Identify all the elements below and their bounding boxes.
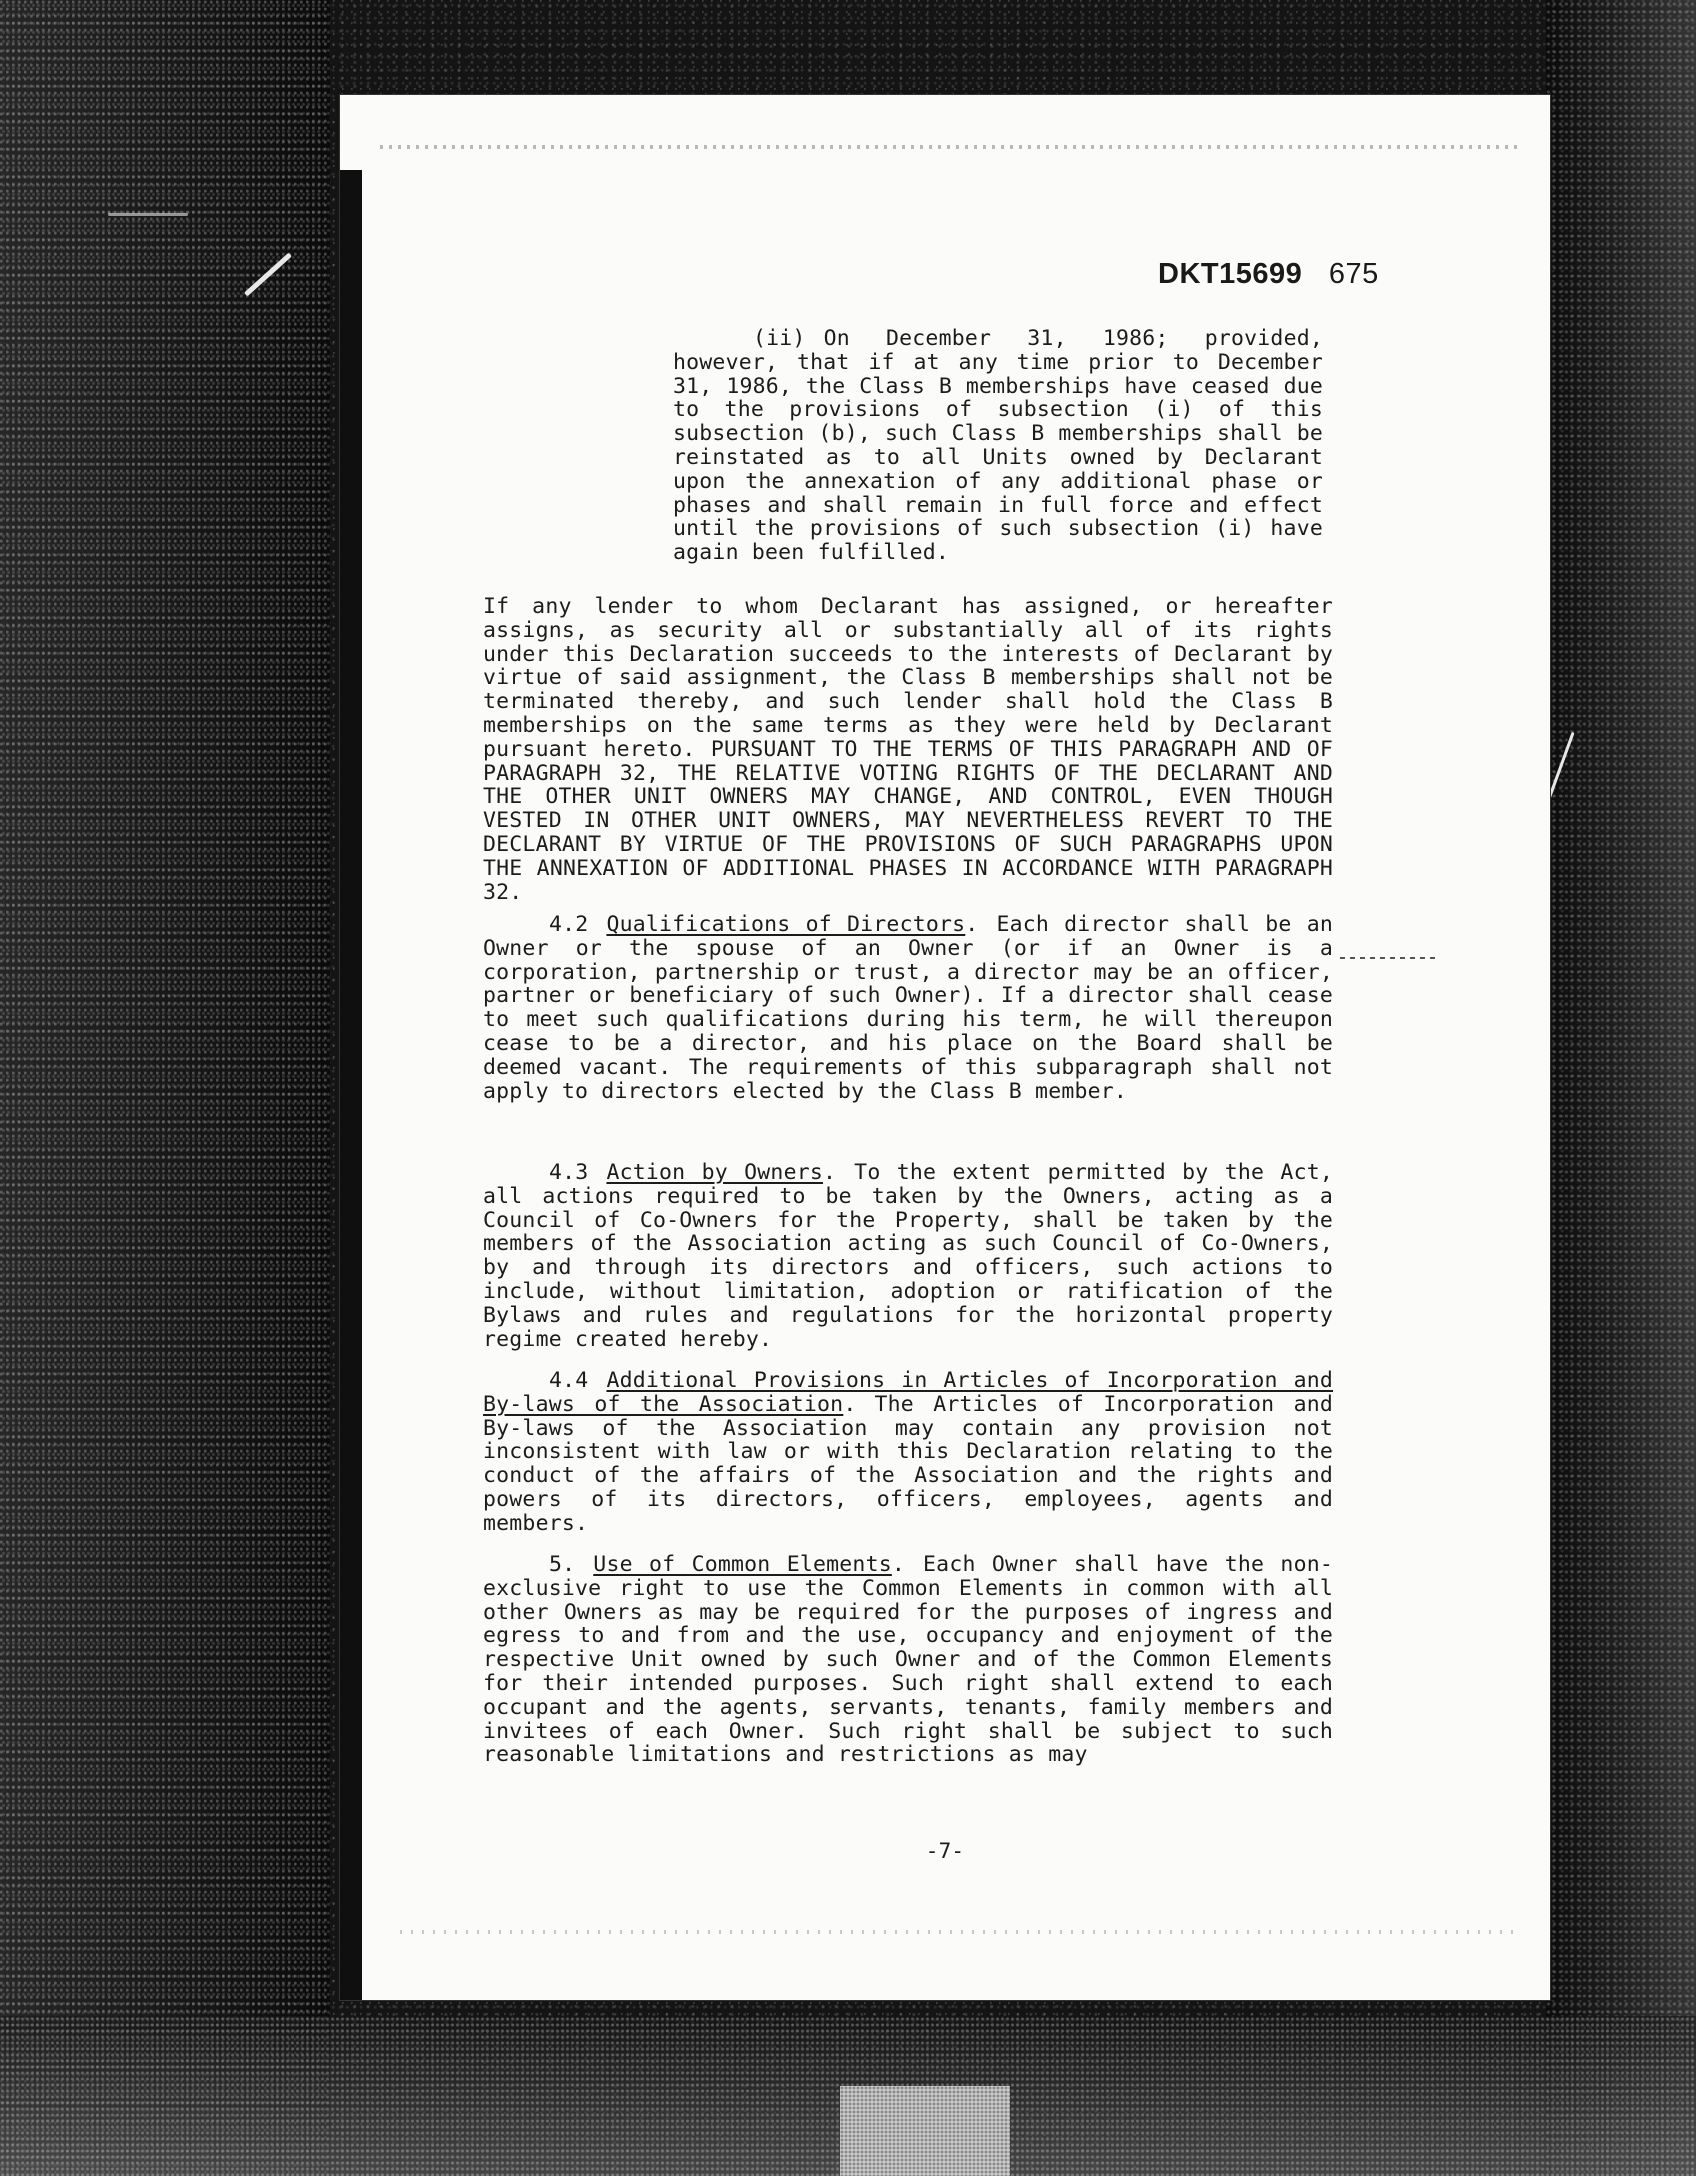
- scan-artifact-line: [108, 213, 188, 216]
- document-reference-number: [1158, 258, 1379, 291]
- section-text: To the extent permitted by the Act, all actions required to be taken by the Owners, acting as a Council of Co-Owners for the Property, shall be taken by the members of the Association acting as such Council of Co-Owners, by and through its directors and officers, such actions to include, without limitation, adoption or ratification of the Bylaws and rules and regulations for the horizontal property regime created hereby.: [483, 1160, 1334, 1352]
- section-4-3: 4.3 Action by Owners. To the extent permitted by the Act, all actions required to be taken by the Owners, acting as a Council of Co-Owners for the Property, shall be taken by the members of the Association acting as such Council of Co-Owners, by and through its directors and officers, such actions to include, without limitation, adoption or ratification of the Bylaws and rules and regulations for the horizontal property regime created hereby.: [483, 1160, 1334, 1352]
- scanner-noise-left: [0, 0, 330, 2176]
- document-page: [340, 95, 1550, 2000]
- section-text: Each director shall be an Owner or the spouse of an Owner (or if an Owner is a corporation, partnership or trust, a director may be an officer, partner or beneficiary of such Owner). If a director shall cease to meet such qualifications during his term, he will thereupon cease to be a director, and his place on the Board shall be deemed vacant. The requirements of this subparagraph shall not apply to directors elected by the Class B member.: [483, 912, 1333, 1104]
- section-number: 4.4: [549, 1368, 589, 1393]
- section-4-4: 4.4 Additional Provisions in Articles of Incorporation and By-laws of the Association. The Articles of Incorporation and By-laws of the Association may contain any provision not inconsistent with law or with this Declaration relating to the conduct of the affairs of the Association and the rights and powers of its directors, officers, employees, agents and members.: [483, 1368, 1333, 1536]
- paragraph-text: On December 31, 1986; provided, however, that if at any time prior to December 31, 1986, the Class B memberships have ceased due to the provisions of subsection (i) of this subsection (b), such Class B memberships shall be reinstated as to all Units owned by Declarant upon the annexation of any additional phase or phases and shall remain in full force and effect until the provisions of such subsection (i) have again been fulfilled.: [673, 326, 1323, 566]
- page-top-speckle: [380, 145, 1520, 149]
- page-top-edge: [340, 95, 1550, 170]
- page-bottom-speckle: [400, 1930, 1520, 1934]
- section-text: Each Owner shall have the non-exclusive right to use the Common Elements in common with all other Owners as may be required for the purposes of ingress and egress to and from and the use, occupancy and enjoyment of the respective Unit owned by such Owner and of the Common Elements for their intended purposes. Such right shall extend to each occupant and the agents, servants, tenants, family members and invitees of each Owner. Such right shall be subject to such reasonable limitations and restrictions as may: [483, 1552, 1334, 1768]
- section-4-2: 4.2 Qualifications of Directors. Each director shall be an Owner or the spouse of an Owner (or if an Owner is a corporation, partnership or trust, a director may be an officer, partner or beneficiary of such Owner). If a director shall cease to meet such qualifications during his term, he will thereupon cease to be a director, and his place on the Board shall be deemed vacant. The requirements of this subparagraph shall not apply to directors elected by the Class B member.: [483, 912, 1333, 1104]
- section-heading: Use of Common Elements: [593, 1552, 892, 1577]
- section-heading: Additional Provisions in Articles of Incorporation and By-laws of the Association: [483, 1368, 1333, 1417]
- section-number: 4.3: [549, 1160, 589, 1185]
- scanner-noise-right: [1546, 0, 1696, 2176]
- section-text: The Articles of Incorporation and By-laws of the Association may contain any provision not inconsistent with law or with this Declaration relating to the conduct of the affairs of the Association and the rights and powers of its directors, officers, employees, agents and members.: [483, 1391, 1333, 1536]
- section-number: 5.: [549, 1552, 576, 1577]
- scan-bottom-patch: [840, 2086, 1010, 2176]
- margin-dash-mark: [1340, 957, 1440, 959]
- section-5: 5. Use of Common Elements. Each Owner shall have the non-exclusive right to use the Common Elements in common with all other Owners as may be required for the purposes of ingress and egress to and from and the use, occupancy and enjoyment of the respective Unit owned by such Owner and of the Common Elements for their intended purposes. Such right shall extend to each occupant and the agents, servants, tenants, family members and invitees of each Owner. Such right shall be subject to such reasonable limitations and restrictions as may: [483, 1552, 1334, 1768]
- paragraph-subsection-ii: [673, 327, 1323, 565]
- section-heading: Action by Owners: [606, 1160, 824, 1185]
- subsection-label: (ii): [753, 326, 806, 351]
- paragraph-text: If any lender to whom Declarant has assigned, or hereafter assigns, as security all or substantially all of its rights under this Declaration succeeds to the interests of Declarant by virtue of said assignment, the Class B memberships shall not be terminated thereby, and such lender shall hold the Class B memberships on the same terms as they were held by Declarant pursuant hereto. PURSUANT TO THE TERMS OF THIS PARAGRAPH AND OF PARAGRAPH 32, THE RELATIVE VOTING RIGHTS OF THE DECLARANT AND THE OTHER UNIT OWNERS MAY CHANGE, AND CONTROL, EVEN THOUGH VESTED IN OTHER UNIT OWNERS, MAY NEVERTHELESS REVERT TO THE DECLARANT BY VIRTUE OF THE PROVISIONS OF SUCH PARAGRAPHS UPON THE ANNEXATION OF ADDITIONAL PHASES IN ACCORDANCE WITH PARAGRAPH 32.: [483, 594, 1333, 905]
- docket-page: 675: [1328, 258, 1379, 290]
- section-number: 4.2: [549, 912, 589, 937]
- page-number: -7-: [925, 1839, 965, 1863]
- paragraph-lender: [483, 595, 1333, 904]
- section-heading: Qualifications of Directors: [606, 912, 966, 937]
- docket-number: DKT15699: [1158, 258, 1303, 290]
